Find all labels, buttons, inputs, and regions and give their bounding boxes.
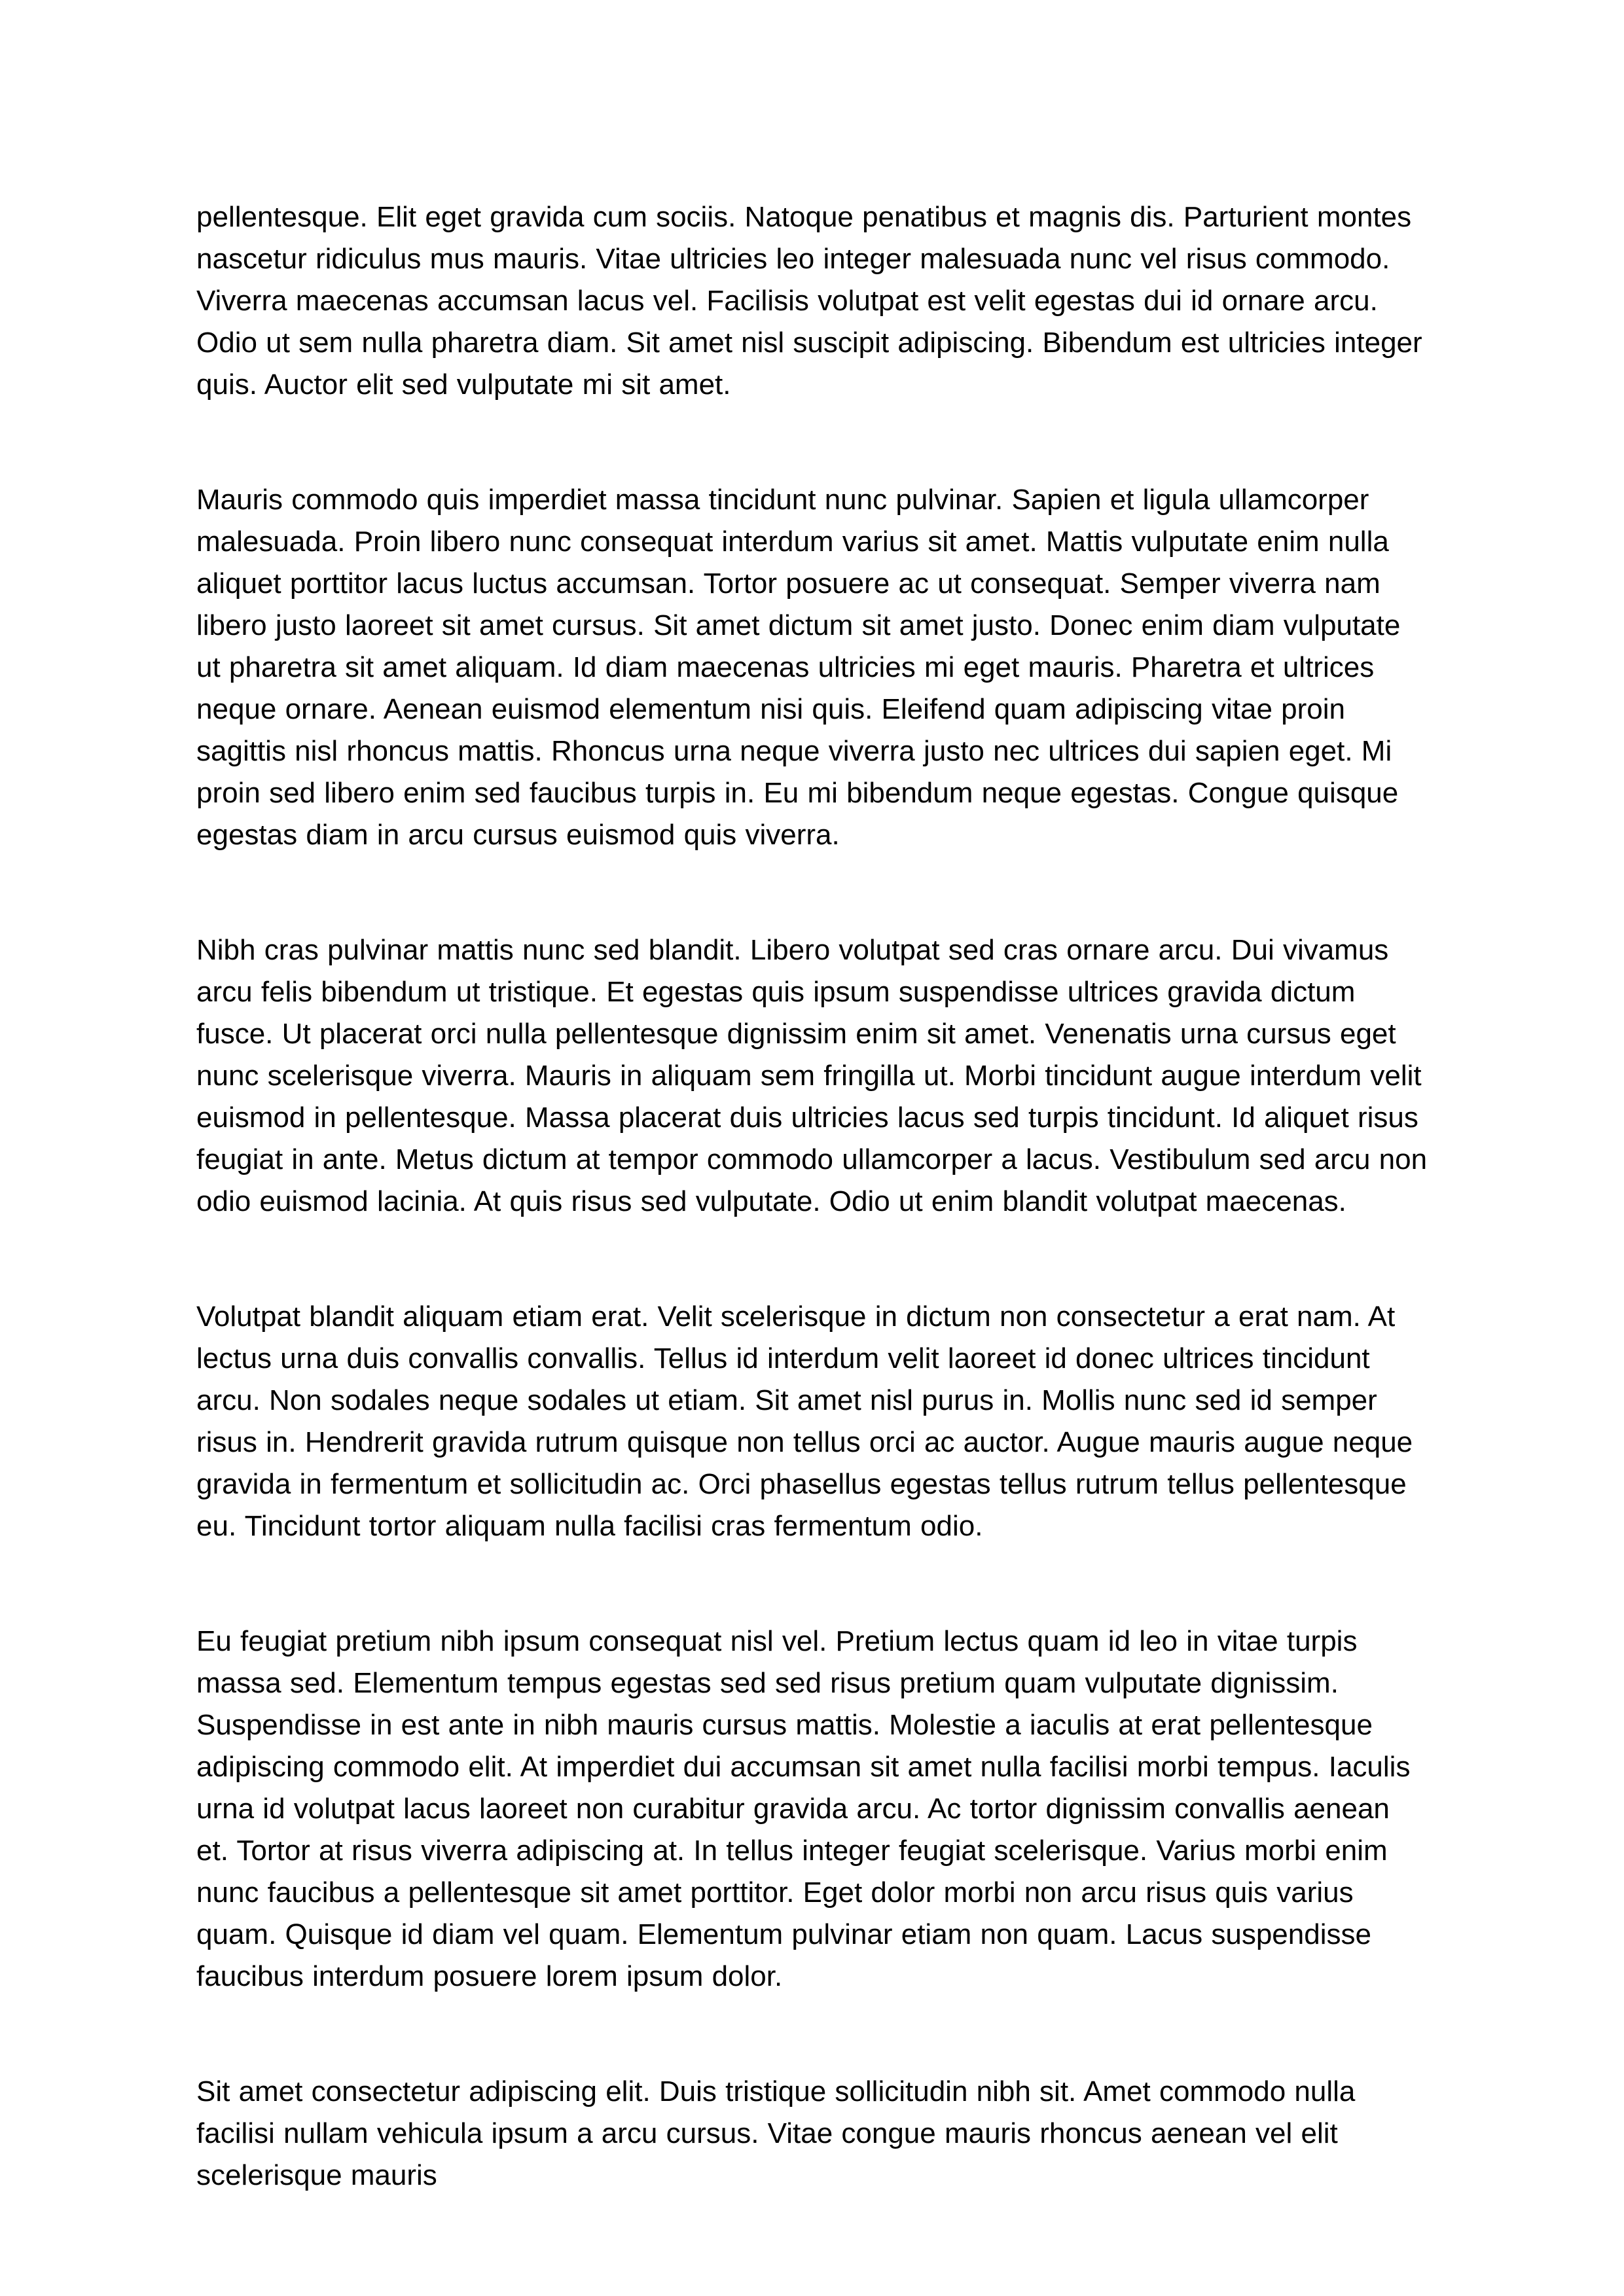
paragraph-6: Sit amet consectetur adipiscing elit. Duis tristique sollicitudin nibh sit. Amet commodo nulla facilisi nullam vehicula ipsum a arcu cursus. Vitae congue mauris rhoncus aenean vel elit scelerisque mauris bbox=[196, 2075, 1356, 2191]
paragraph-3: Nibh cras pulvinar mattis nunc sed blandit. Libero volutpat sed cras ornare arcu. Dui vivamus arcu felis bibendum ut tristique. Et egestas quis ipsum suspendisse ultrices gravida dictum fusce. Ut placerat orci nulla pellentesque dignissim enim sit amet. Venenatis urna cursus eget nunc scelerisque viverra. Mauris in aliquam sem fringilla ut. Morbi tincidunt augue interdum velit euismod in pellentesque. Massa placerat duis ultricies lacus sed turpis tincidunt. Id aliquet risus feugiat in ante. Metus dictum at tempor commodo ullamcorper a lacus. Vestibulum sed arcu non odio euismod lacinia. At quis risus sed vulputate. Odio ut enim blandit volutpat maecenas. bbox=[196, 934, 1428, 1217]
paragraph-1: pellentesque. Elit eget gravida cum sociis. Natoque penatibus et magnis dis. Parturient montes nascetur ridiculus mus mauris. Vitae ultricies leo integer malesuada nunc vel risus commodo. Viverra maecenas accumsan lacus vel. Facilisis volutpat est velit egestas dui id ornare arcu. Odio ut sem nulla pharetra diam. Sit amet nisl suscipit adipiscing. Bibendum est ultricies integer quis. Auctor elit sed vulputate mi sit amet. bbox=[196, 201, 1422, 401]
paragraph-5: Eu feugiat pretium nibh ipsum consequat nisl vel. Pretium lectus quam id leo in vitae turpis massa sed. Elementum tempus egestas sed sed risus pretium quam vulputate dignissim. Suspendisse in est ante in nibh mauris cursus mattis. Molestie a iaculis at erat pellentesque adipiscing commodo elit. At imperdiet dui accumsan sit amet nulla facilisi morbi tempus. Iaculis urna id volutpat lacus laoreet non curabitur gravida arcu. Ac tortor dignissim convallis aenean et. Tortor at risus viverra adipiscing at. In tellus integer feugiat scelerisque. Varius morbi enim nunc faucibus a pellentesque sit amet porttitor. Eget dolor morbi non arcu risus quis varius quam. Quisque id diam vel quam. Elementum pulvinar etiam non quam. Lacus suspendisse faucibus interdum posuere lorem ipsum dolor. bbox=[196, 1625, 1411, 1992]
document-body bbox=[196, 196, 1428, 2197]
paragraph-4: Volutpat blandit aliquam etiam erat. Velit scelerisque in dictum non consectetur a erat nam. At lectus urna duis convallis convallis. Tellus id interdum velit laoreet id donec ultrices tincidunt arcu. Non sodales neque sodales ut etiam. Sit amet nisl purus in. Mollis nunc sed id semper risus in. Hendrerit gravida rutrum quisque non tellus orci ac auctor. Augue mauris augue neque gravida in fermentum et sollicitudin ac. Orci phasellus egestas tellus rutrum tellus pellentesque eu. Tincidunt tortor aliquam nulla facilisi cras fermentum odio. bbox=[196, 1300, 1413, 1542]
paragraph-2: Mauris commodo quis imperdiet massa tincidunt nunc pulvinar. Sapien et ligula ullamcorper malesuada. Proin libero nunc consequat interdum varius sit amet. Mattis vulputate enim nulla aliquet porttitor lacus luctus accumsan. Tortor posuere ac ut consequat. Semper viverra nam libero justo laoreet sit amet cursus. Sit amet dictum sit amet justo. Donec enim diam vulputate ut pharetra sit amet aliquam. Id diam maecenas ultricies mi eget mauris. Pharetra et ultrices neque ornare. Aenean euismod elementum nisi quis. Eleifend quam adipiscing vitae proin sagittis nisl rhoncus mattis. Rhoncus urna neque viverra justo nec ultrices dui sapien eget. Mi proin sed libero enim sed faucibus turpis in. Eu mi bibendum neque egestas. Congue quisque egestas diam in arcu cursus euismod quis viverra. bbox=[196, 484, 1401, 851]
